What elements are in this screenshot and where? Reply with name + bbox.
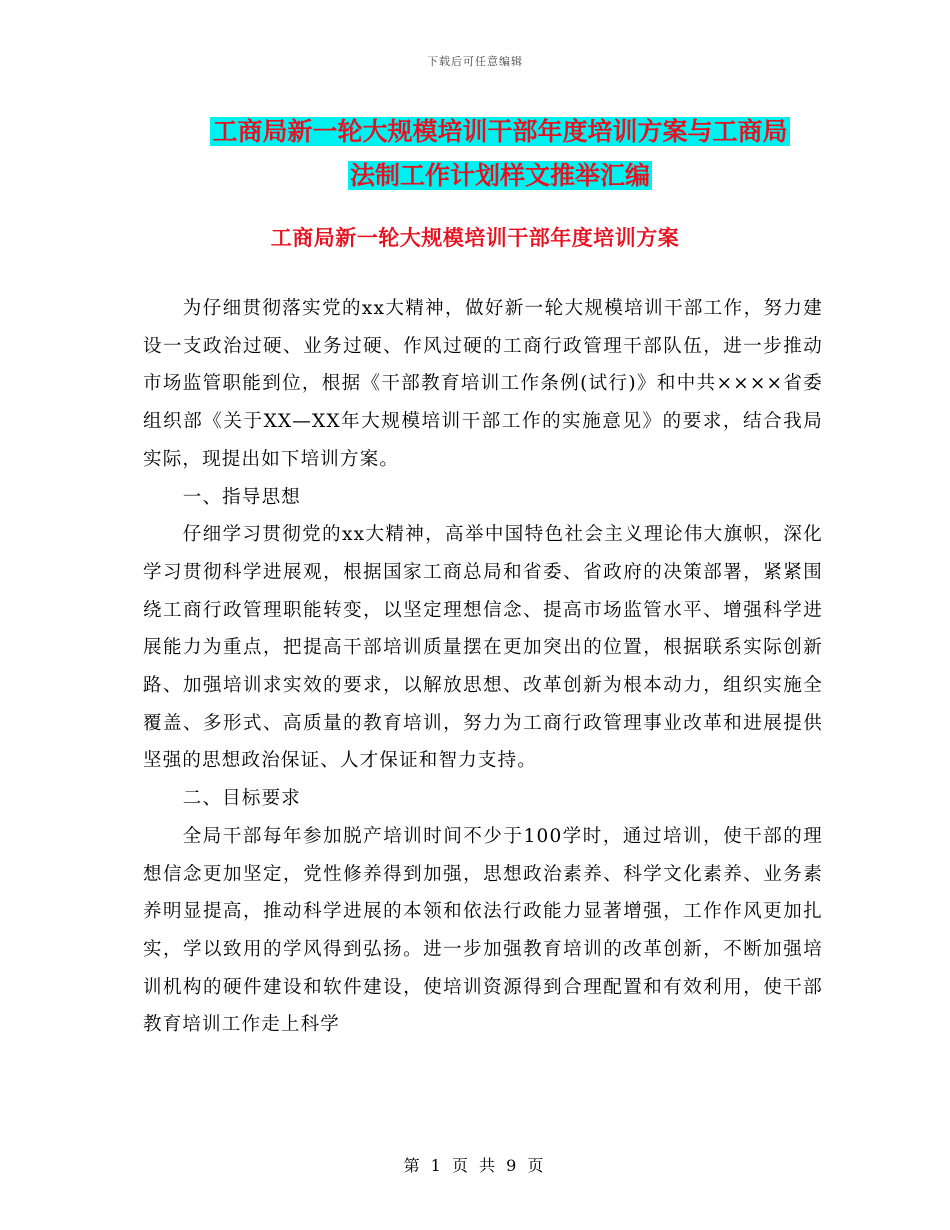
header-note: 下载后可任意编辑 bbox=[427, 55, 523, 68]
paragraph-target-requirements: 全局干部每年参加脱产培训时间不少于100学时，通过培训，使干部的理想信念更加坚定，党性修养得到加强，思想政治素养、科学文化素养、业务素养明显提高，推动科学进展的本领和依法行政能力显著增强，工作作风更加扎实，学以致用的学风得到弘扬。进一步加强教育培训的改革创新，不断加强培训机构的硬件建设和软件建设，使培训资源得到合理配置和有效利用，使干部教育培训工作走上科学 bbox=[143, 825, 823, 1036]
document-title-line-1: 工商局新一轮大规模培训干部年度培训方案与工商局 bbox=[212, 117, 788, 146]
heading-guiding-ideology: 一、指导思想 bbox=[182, 486, 301, 508]
document-body bbox=[143, 290, 823, 1044]
page-indicator: 第 1 页 共 9 页 bbox=[403, 1156, 547, 1175]
section-title: 工商局新一轮大规模培训干部年度培训方案 bbox=[270, 226, 680, 250]
paragraph-guiding-ideology: 仔细学习贯彻党的xx大精神，高举中国特色社会主义理论伟大旗帜，深化学习贯彻科学进展观，根据国家工商总局和省委、省政府的决策部署，紧紧围绕工商行政管理职能转变，以坚定理想信念、提高市场监管水平、增强科学进展能力为重点，把提高干部培训质量摆在更加突出的位置，根据联系实际创新路、加强培训求实效的要求，以解放思想、改革创新为根本动力，组织实施全覆盖、多形式、高质量的教育培训，努力为工商行政管理事业改革和进展提供坚强的思想政治保证、人才保证和智力支持。 bbox=[143, 524, 823, 772]
paragraph-intro: 为仔细贯彻落实党的xx大精神，做好新一轮大规模培训干部工作，努力建设一支政治过硬、业务过硬、作风过硬的工商行政管理干部队伍，进一步推动市场监管职能到位，根据《干部教育培训工作条例(试行)》和中共××××省委组织部《关于XX—XX年大规模培训干部工作的实施意见》的要求，结合我局实际，现提出如下培训方案。 bbox=[143, 298, 823, 470]
document-title-line-2: 法制工作计划样文推举汇编 bbox=[349, 161, 650, 190]
document-title bbox=[140, 110, 860, 198]
heading-target-requirements: 二、目标要求 bbox=[182, 788, 301, 810]
